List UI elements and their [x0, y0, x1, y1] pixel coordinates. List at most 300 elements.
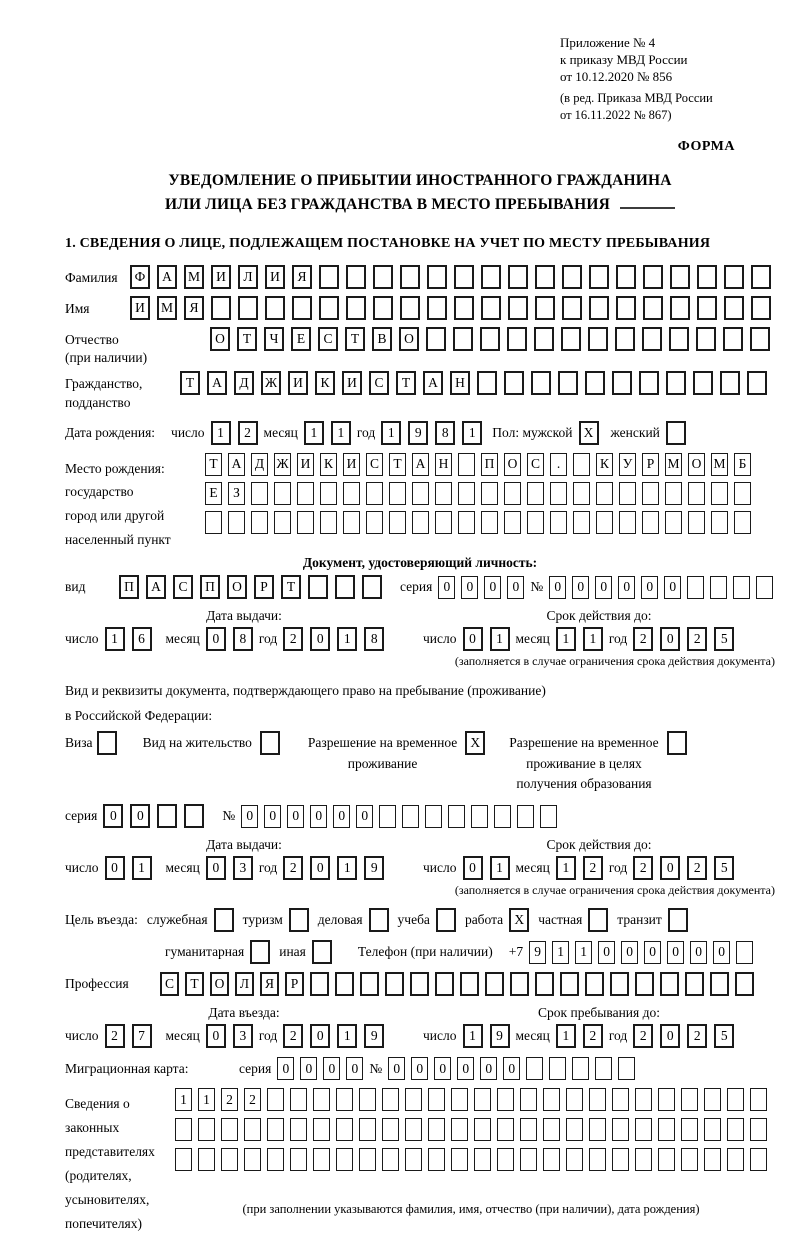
form-cell: 0 — [463, 627, 483, 651]
birth-place-cells-row2 — [205, 482, 751, 505]
form-cell: 0 — [130, 804, 150, 828]
profession-label: Профессия — [65, 975, 129, 991]
form-cell: К — [596, 453, 613, 476]
form-cell: Т — [237, 327, 257, 351]
purpose-checkbox-tranzit — [668, 908, 688, 932]
form-cell — [696, 327, 716, 351]
form-cell: С — [527, 453, 544, 476]
purpose-option-chastnaya: частная — [538, 908, 608, 932]
form-cell — [618, 1057, 635, 1080]
form-cell — [711, 482, 728, 505]
form-cell — [382, 1118, 399, 1141]
form-cell — [214, 908, 234, 932]
form-cell — [734, 511, 751, 534]
row-purpose — [65, 908, 775, 932]
form-cell — [710, 972, 729, 996]
form-cell: 5 — [714, 856, 734, 880]
form-cell — [405, 1118, 422, 1141]
form-cell — [681, 1148, 698, 1171]
form-cell — [619, 482, 636, 505]
form-cell: X — [509, 908, 529, 932]
form-cell — [681, 1088, 698, 1111]
form-cell: З — [228, 482, 245, 505]
row-citizenship — [65, 371, 775, 411]
form-cell — [566, 1148, 583, 1171]
form-cell: А — [423, 371, 443, 395]
form-cell — [589, 1088, 606, 1111]
form-cell: 2 — [633, 627, 653, 651]
residence-issue-month-cells — [206, 856, 253, 880]
form-cell — [313, 1118, 330, 1141]
form-cell — [665, 511, 682, 534]
form-cell — [454, 265, 474, 289]
purpose-option-turizm: туризм — [243, 908, 309, 932]
residence-doc-dates — [65, 837, 775, 880]
edu-residence-checkbox — [667, 731, 687, 755]
form-cell — [405, 1088, 422, 1111]
form-cell — [410, 972, 429, 996]
form-cell — [727, 1118, 744, 1141]
form-cell — [688, 511, 705, 534]
form-cell: 0 — [434, 1057, 451, 1080]
form-cell: Л — [235, 972, 254, 996]
form-cell — [520, 1088, 537, 1111]
form-cell — [290, 1118, 307, 1141]
form-cell: 0 — [664, 576, 681, 599]
form-cell — [540, 805, 557, 828]
form-title-line2: ИЛИ ЛИЦА БЕЗ ГРАЖДАНСТВА В МЕСТО ПРЕБЫВАНИЯ — [65, 193, 775, 216]
entry-month-cells — [206, 1024, 253, 1048]
phone-label: Телефон (при наличии) — [357, 944, 493, 960]
form-cell — [481, 511, 498, 534]
form-cell — [665, 482, 682, 505]
form-cell — [572, 1057, 589, 1080]
form-cell: 0 — [310, 805, 327, 828]
form-cell — [451, 1088, 468, 1111]
form-cell: 2 — [633, 856, 653, 880]
form-cell — [382, 1148, 399, 1171]
form-cell — [566, 1118, 583, 1141]
form-cell — [619, 511, 636, 534]
blank-underline — [620, 204, 675, 209]
form-cell: И — [343, 453, 360, 476]
form-cell — [527, 511, 544, 534]
form-cell — [485, 972, 504, 996]
form-cell — [366, 482, 383, 505]
form-cell: 0 — [713, 941, 730, 964]
form-cell: Т — [396, 371, 416, 395]
form-cell — [320, 482, 337, 505]
form-cell: 1 — [337, 1024, 357, 1048]
form-cell: Д — [251, 453, 268, 476]
form-cell: 0 — [103, 804, 123, 828]
form-cell: Н — [435, 453, 452, 476]
form-cell: П — [119, 575, 139, 599]
form-cell — [595, 1057, 612, 1080]
form-cell — [458, 482, 475, 505]
identity-doc-dates — [65, 608, 775, 651]
form-cell: 1 — [556, 856, 576, 880]
form-cell: 0 — [463, 856, 483, 880]
form-cell — [460, 972, 479, 996]
form-cell — [612, 371, 632, 395]
purpose-option-inaya: иная — [279, 940, 332, 964]
form-cell — [402, 805, 419, 828]
form-cell — [510, 972, 529, 996]
form-title-line1: УВЕДОМЛЕНИЕ О ПРИБЫТИИ ИНОСТРАННОГО ГРАЖДАНИНА — [168, 172, 672, 190]
form-cell — [660, 972, 679, 996]
doc-seriya-cells — [438, 576, 524, 599]
month-label: месяц — [263, 424, 298, 440]
valid-date-block: Срок действия до: число 0 1 месяц 1 1 год 2 0 2 5 — [423, 608, 775, 651]
form-cell: 0 — [105, 856, 125, 880]
form-cell — [297, 482, 314, 505]
entry-year-cells — [283, 1024, 384, 1048]
form-cell: 0 — [641, 576, 658, 599]
form-cell: 0 — [457, 1057, 474, 1080]
form-cell — [474, 1118, 491, 1141]
purpose-checkbox-rabota — [509, 908, 529, 932]
form-cell — [228, 511, 245, 534]
form-cell — [520, 1118, 537, 1141]
form-cell — [658, 1088, 675, 1111]
form-cell — [635, 1118, 652, 1141]
form-cell — [642, 482, 659, 505]
form-cell — [751, 296, 771, 320]
form-cell — [453, 327, 473, 351]
form-cell — [549, 1057, 566, 1080]
doc-number-cells — [549, 576, 773, 599]
form-cell — [543, 1118, 560, 1141]
form-cell: В — [372, 327, 392, 351]
purpose-option-tranzit: транзит — [617, 908, 688, 932]
form-cell — [643, 265, 663, 289]
phone-cells — [529, 941, 753, 964]
birth-date-label: Дата рождения: — [65, 424, 156, 440]
form-cell — [320, 511, 337, 534]
form-cell: 9 — [408, 421, 428, 445]
form-cell: 2 — [583, 1024, 603, 1048]
purpose-option-rabota: работа X — [465, 908, 529, 932]
row-birth-place — [65, 453, 775, 552]
form-cell: А — [146, 575, 166, 599]
form-cell — [157, 804, 177, 828]
form-cell — [573, 453, 590, 476]
form-cell: О — [210, 327, 230, 351]
form-cell — [612, 1148, 629, 1171]
form-cell — [198, 1148, 215, 1171]
form-cell — [474, 1088, 491, 1111]
form-cell: Т — [185, 972, 204, 996]
form-cell: 9 — [529, 941, 546, 964]
residence-issue-year-cells — [283, 856, 384, 880]
form-cell — [336, 1088, 353, 1111]
validity-note: (заполняется в случае ограничения срока действия документа) — [454, 654, 775, 669]
form-cell: Р — [285, 972, 304, 996]
residence-permit-option — [143, 731, 280, 755]
valid-day-cells — [463, 627, 510, 651]
form-cell: 0 — [241, 805, 258, 828]
surname-cells — [130, 265, 771, 289]
entry-date-block: Дата въезда: число 2 7 месяц 0 3 год 2 0 1 9 — [65, 1005, 423, 1048]
form-cell: 8 — [233, 627, 253, 651]
form-cell — [400, 296, 420, 320]
form-cell — [290, 1088, 307, 1111]
form-cell — [517, 805, 534, 828]
header-line: от 16.11.2022 № 867) — [560, 107, 672, 122]
form-cell — [267, 1088, 284, 1111]
stay-year-cells — [633, 1024, 734, 1048]
form-cell: 0 — [206, 1024, 226, 1048]
purpose-option-sluzhebnaya: служебная — [147, 908, 234, 932]
form-cell: М — [711, 453, 728, 476]
form-cell — [688, 482, 705, 505]
form-cell: 2 — [687, 856, 707, 880]
form-cell: Л — [238, 265, 258, 289]
form-cell — [666, 371, 686, 395]
form-cell: X — [579, 421, 599, 445]
residence-issue-day-cells — [105, 856, 152, 880]
form-cell — [704, 1088, 721, 1111]
form-cell — [687, 576, 704, 599]
form-cell: Н — [450, 371, 470, 395]
form-cell — [585, 972, 604, 996]
form-cell — [335, 575, 355, 599]
issue-day-cells — [105, 627, 152, 651]
form-cell: 1 — [337, 627, 357, 651]
form-cell: 1 — [304, 421, 324, 445]
form-cell: 0 — [644, 941, 661, 964]
form-cell — [184, 804, 204, 828]
residence-valid-year-cells — [633, 856, 734, 880]
form-cell: 0 — [300, 1057, 317, 1080]
form-cell — [543, 1148, 560, 1171]
form-cell — [561, 327, 581, 351]
form-cell — [389, 482, 406, 505]
form-cell — [360, 972, 379, 996]
patronymic-cells — [210, 327, 770, 351]
edu-residence-option — [509, 731, 686, 794]
form-cell — [550, 511, 567, 534]
form-cell: А — [157, 265, 177, 289]
form-cell: Т — [180, 371, 200, 395]
form-cell — [238, 296, 258, 320]
representatives-label: Сведения о законных представителях (родителях, усыновителях, попечителях) — [65, 1096, 155, 1232]
form-cell — [308, 575, 328, 599]
form-cell: Т — [205, 453, 222, 476]
form-cell — [267, 1118, 284, 1141]
form-cell — [685, 972, 704, 996]
form-cell — [379, 805, 396, 828]
form-cell — [589, 265, 609, 289]
form-cell — [359, 1118, 376, 1141]
form-cell — [435, 511, 452, 534]
form-cell — [585, 371, 605, 395]
form-cell — [550, 482, 567, 505]
form-cell — [711, 511, 728, 534]
form-cell: X — [465, 731, 485, 755]
form-cell: 1 — [211, 421, 231, 445]
form-cell — [428, 1148, 445, 1171]
form-cell — [292, 296, 312, 320]
form-cell — [310, 972, 329, 996]
form-cell: 2 — [283, 627, 303, 651]
form-cell — [558, 371, 578, 395]
form-cell — [260, 731, 280, 755]
visa-label: Виза — [65, 735, 93, 751]
form-cell: 0 — [503, 1057, 520, 1080]
form-cell — [427, 265, 447, 289]
row-patronymic — [65, 327, 775, 367]
form-cell: 0 — [438, 576, 455, 599]
form-cell: 1 — [331, 421, 351, 445]
form-cell: С — [318, 327, 338, 351]
form-cell — [274, 482, 291, 505]
residence-intro: Вид и реквизиты документа, подтверждающего право на пребывание (проживание) в Российской Федерации: — [65, 683, 546, 724]
form-cell — [335, 972, 354, 996]
form-cell: 0 — [660, 856, 680, 880]
surname-label: Фамилия — [65, 269, 118, 285]
form-cell: 0 — [206, 856, 226, 880]
stay-until-block: Срок пребывания до: число 1 9 месяц 1 2 год 2 0 2 5 — [423, 1005, 775, 1048]
form-cell — [336, 1148, 353, 1171]
form-cell — [666, 421, 686, 445]
purpose-checkbox-ucheba — [436, 908, 456, 932]
gender-female-label: женский — [610, 424, 660, 440]
form-cell — [531, 371, 551, 395]
form-cell: 0 — [484, 576, 501, 599]
form-cell: 0 — [595, 576, 612, 599]
form-cell — [313, 1148, 330, 1171]
form-cell — [534, 327, 554, 351]
form-cell — [97, 731, 117, 755]
form-cell — [250, 940, 270, 964]
form-cell — [704, 1148, 721, 1171]
form-cell — [667, 731, 687, 755]
form-cell — [616, 265, 636, 289]
form-cell — [612, 1088, 629, 1111]
form-cell — [400, 265, 420, 289]
purpose-checkbox-delovaya — [369, 908, 389, 932]
row-representatives — [65, 1088, 775, 1236]
form-cell: У — [619, 453, 636, 476]
form-cell: 0 — [356, 805, 373, 828]
form-cell — [373, 265, 393, 289]
header-line: Приложение № 4 — [560, 35, 656, 50]
purpose-checkbox-inaya — [312, 940, 332, 964]
form-cell — [343, 482, 360, 505]
form-cell: И — [130, 296, 150, 320]
header-line: от 10.12.2020 № 856 — [560, 69, 673, 85]
form-cell: М — [184, 265, 204, 289]
form-cell: Я — [260, 972, 279, 996]
form-cell: 0 — [277, 1057, 294, 1080]
form-cell — [497, 1148, 514, 1171]
form-cell — [724, 296, 744, 320]
form-cell — [454, 296, 474, 320]
form-cell — [346, 296, 366, 320]
form-cell — [750, 327, 770, 351]
form-cell: Е — [291, 327, 311, 351]
form-cell — [251, 482, 268, 505]
form-cell: 5 — [714, 627, 734, 651]
form-cell — [369, 908, 389, 932]
form-cell: 0 — [480, 1057, 497, 1080]
form-cell — [359, 1088, 376, 1111]
form-cell: Р — [254, 575, 274, 599]
form-cell — [642, 327, 662, 351]
form-cell: 0 — [507, 576, 524, 599]
birth-month-cells — [304, 421, 351, 445]
form-cell — [658, 1148, 675, 1171]
form-cell — [504, 511, 521, 534]
form-cell — [494, 805, 511, 828]
form-cell: И — [265, 265, 285, 289]
form-cell — [362, 575, 382, 599]
temp-residence-label: Разрешение на временное проживание — [307, 735, 458, 771]
row-profession — [65, 972, 775, 996]
birth-place-cells-row3 — [205, 511, 751, 534]
form-cell — [589, 296, 609, 320]
migration-number-label: № — [369, 1060, 383, 1076]
form-cell — [458, 453, 475, 476]
migration-number-cells — [388, 1057, 635, 1080]
form-cell: 1 — [462, 421, 482, 445]
purpose-option-ucheba: учеба — [398, 908, 456, 932]
form-cell: 0 — [310, 1024, 330, 1048]
form-cell: 1 — [132, 856, 152, 880]
form-cell: 1 — [575, 941, 592, 964]
entry-dates — [65, 1005, 775, 1048]
form-cell: С — [173, 575, 193, 599]
form-cell — [697, 296, 717, 320]
form-cell — [507, 327, 527, 351]
visa-option — [65, 731, 117, 755]
form-cell — [733, 576, 750, 599]
form-cell — [366, 511, 383, 534]
identity-doc-heading: Документ, удостоверяющий личность: — [302, 555, 538, 571]
form-cell — [481, 265, 501, 289]
form-cell: 1 — [337, 856, 357, 880]
form-cell — [704, 1118, 721, 1141]
form-cell — [265, 296, 285, 320]
phone-prefix: +7 — [508, 944, 524, 960]
form-cell — [566, 1088, 583, 1111]
form-cell: И — [342, 371, 362, 395]
form-cell — [750, 1088, 767, 1111]
form-cell: 0 — [333, 805, 350, 828]
form-cell — [612, 1118, 629, 1141]
form-cell — [562, 296, 582, 320]
gender-male-label: Пол: мужской — [492, 424, 573, 440]
purpose-checkbox-sluzhebnaya — [214, 908, 234, 932]
form-cell — [535, 972, 554, 996]
form-cell — [668, 908, 688, 932]
temp-residence-checkbox — [465, 731, 485, 755]
form-cell — [289, 908, 309, 932]
form-cell — [359, 1148, 376, 1171]
form-cell — [724, 265, 744, 289]
form-cell: 1 — [381, 421, 401, 445]
form-cell: А — [228, 453, 245, 476]
form-cell — [527, 482, 544, 505]
form-cell — [560, 972, 579, 996]
birth-year-cells — [381, 421, 482, 445]
form-cell — [451, 1148, 468, 1171]
form-cell — [175, 1148, 192, 1171]
residence-permit-checkbox — [260, 731, 280, 755]
form-cell — [267, 1148, 284, 1171]
